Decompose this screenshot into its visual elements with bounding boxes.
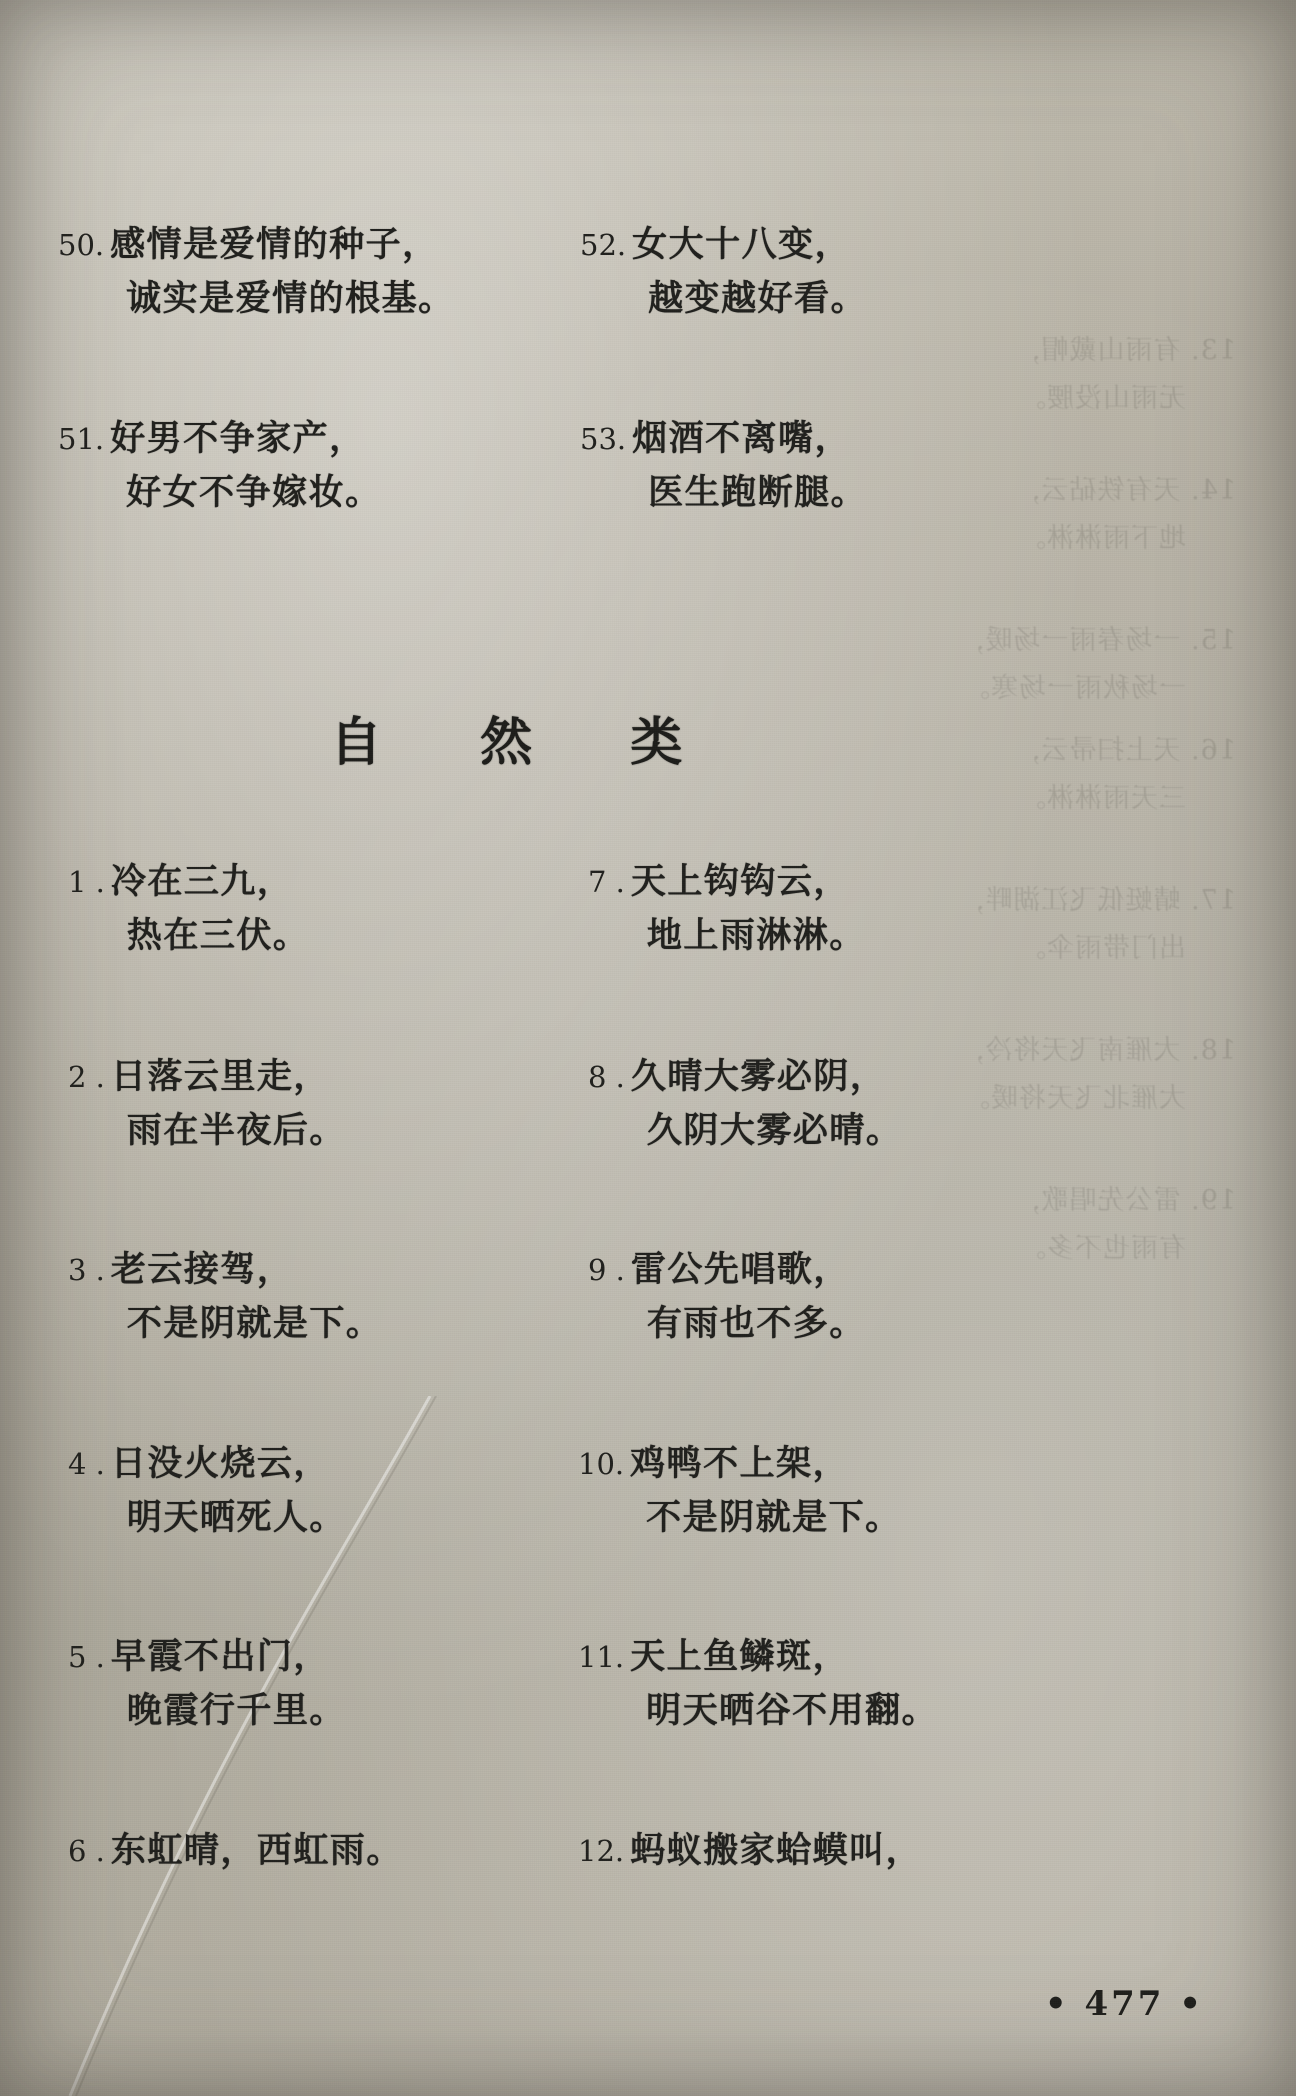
item-text [630,1824,922,1878]
list-item [68,1824,403,1878]
item-text [110,218,455,326]
item-text [110,412,382,520]
item-text [111,1243,383,1351]
text-line: 越变越好看。 [648,278,868,319]
item-text [111,1437,346,1545]
text-line: 天上钩钩云， [630,861,850,902]
text-line: 好女不争嫁妆。 [126,472,382,513]
list-item [578,1437,902,1545]
bleed-line: 一场秋雨一场寒。 [962,673,1186,704]
item-number: 53. [580,422,627,456]
text-line: 蚂蚁搬家蛤蟆叫， [630,1830,923,1871]
text-line: 冷在三九， [110,861,294,902]
list-item [68,1437,346,1545]
text-line: 日没火烧云， [110,1443,330,1484]
item-number: 6 . [68,1834,105,1868]
list-item [580,412,867,520]
item-text [111,1630,346,1738]
list-item [588,855,866,963]
item-text [630,1437,902,1545]
text-line: 烟酒不离嘴， [632,418,852,459]
list-item [68,855,309,963]
text-line: 地上雨淋淋。 [646,915,866,956]
bleed-line: 地下雨淋淋。 [1018,523,1186,554]
item-text [111,1824,403,1878]
text-line: 不是阴就是下。 [126,1303,383,1344]
item-text [632,218,867,326]
item-text [630,1630,938,1738]
item-text [631,1050,903,1158]
item-number: 8 . [588,1060,625,1094]
text-line: 天上鱼鳞斑， [630,1636,850,1677]
text-line: 明天晒死人。 [126,1497,346,1538]
item-number: 5 . [68,1640,105,1674]
item-number: 10. [578,1447,625,1481]
list-item [68,1050,346,1158]
text-line: 女大十八变， [632,224,852,265]
section-heading: 自 然 类 [330,712,723,773]
item-text [631,1243,866,1351]
item-number: 9 . [588,1253,625,1287]
text-line: 不是阴就是下。 [646,1497,902,1538]
text-line: 感情是爱情的种子， [110,224,439,265]
text-line: 老云接驾， [110,1249,294,1290]
text-line: 早霞不出门， [110,1636,330,1677]
text-line: 久晴大雾必阴， [630,1056,887,1097]
bleed-line: 19. 雷公先唱歌， [1012,1185,1236,1216]
text-line: 热在三伏。 [126,915,310,956]
text-line: 明天晒谷不用翻。 [646,1690,939,1731]
item-number: 3 . [68,1253,105,1287]
page-number: • 477 • [1044,1984,1204,2024]
text-line: 日落云里走， [110,1056,330,1097]
list-item [588,1243,866,1351]
bleed-line: 18. 大雁南飞天将冷， [956,1035,1236,1066]
bleed-line: 三天雨淋淋。 [1018,783,1186,814]
text-line: 医生跑断腿。 [648,472,868,513]
item-text [111,855,310,963]
list-item [58,412,382,520]
text-line: 好男不争家产， [110,418,366,459]
bleed-line: 16. 天上扫帚云， [1012,735,1236,766]
list-item [580,218,867,326]
list-item [68,1243,382,1351]
item-number: 52. [580,228,627,262]
list-item [588,1050,902,1158]
bleed-line: 13. 有雨山戴帽， [1012,335,1236,366]
bleed-line: 15. 一场春雨一场暖， [956,625,1236,656]
list-item [578,1824,922,1878]
bleed-line: 大雁北飞天将暖。 [962,1083,1186,1114]
item-number: 7 . [588,865,625,899]
list-item [578,1630,938,1738]
text-line: 有雨也不多。 [646,1303,866,1344]
item-number: 2 . [68,1060,105,1094]
text-line: 鸡鸭不上架， [630,1443,850,1484]
bleed-line: 无雨山没腰。 [1018,383,1186,414]
bleed-line: 有雨也不多。 [1018,1233,1186,1264]
item-number: 51. [58,422,105,456]
item-text [632,412,867,520]
bleed-line: 17. 蜻蜓低飞江湖畔， [956,885,1236,916]
item-number: 12. [578,1834,625,1868]
text-line: 晚霞行千里。 [126,1690,346,1731]
item-number: 11. [578,1640,625,1674]
bleed-line: 出门带雨伞。 [1018,933,1186,964]
item-text [631,855,866,963]
item-text [111,1050,346,1158]
list-item [68,1630,346,1738]
text-line: 雷公先唱歌， [630,1249,850,1290]
bleed-line: 14. 天有铁砧云， [1012,475,1236,506]
item-number: 4 . [68,1447,105,1481]
item-number: 50. [58,228,105,262]
text-line: 久阴大雾必晴。 [646,1110,903,1151]
item-number: 1 . [68,865,105,899]
text-line: 雨在半夜后。 [126,1110,346,1151]
text-line: 东虹晴，西虹雨。 [110,1830,403,1871]
text-line: 诚实是爱情的根基。 [126,278,455,319]
list-item [58,218,455,326]
